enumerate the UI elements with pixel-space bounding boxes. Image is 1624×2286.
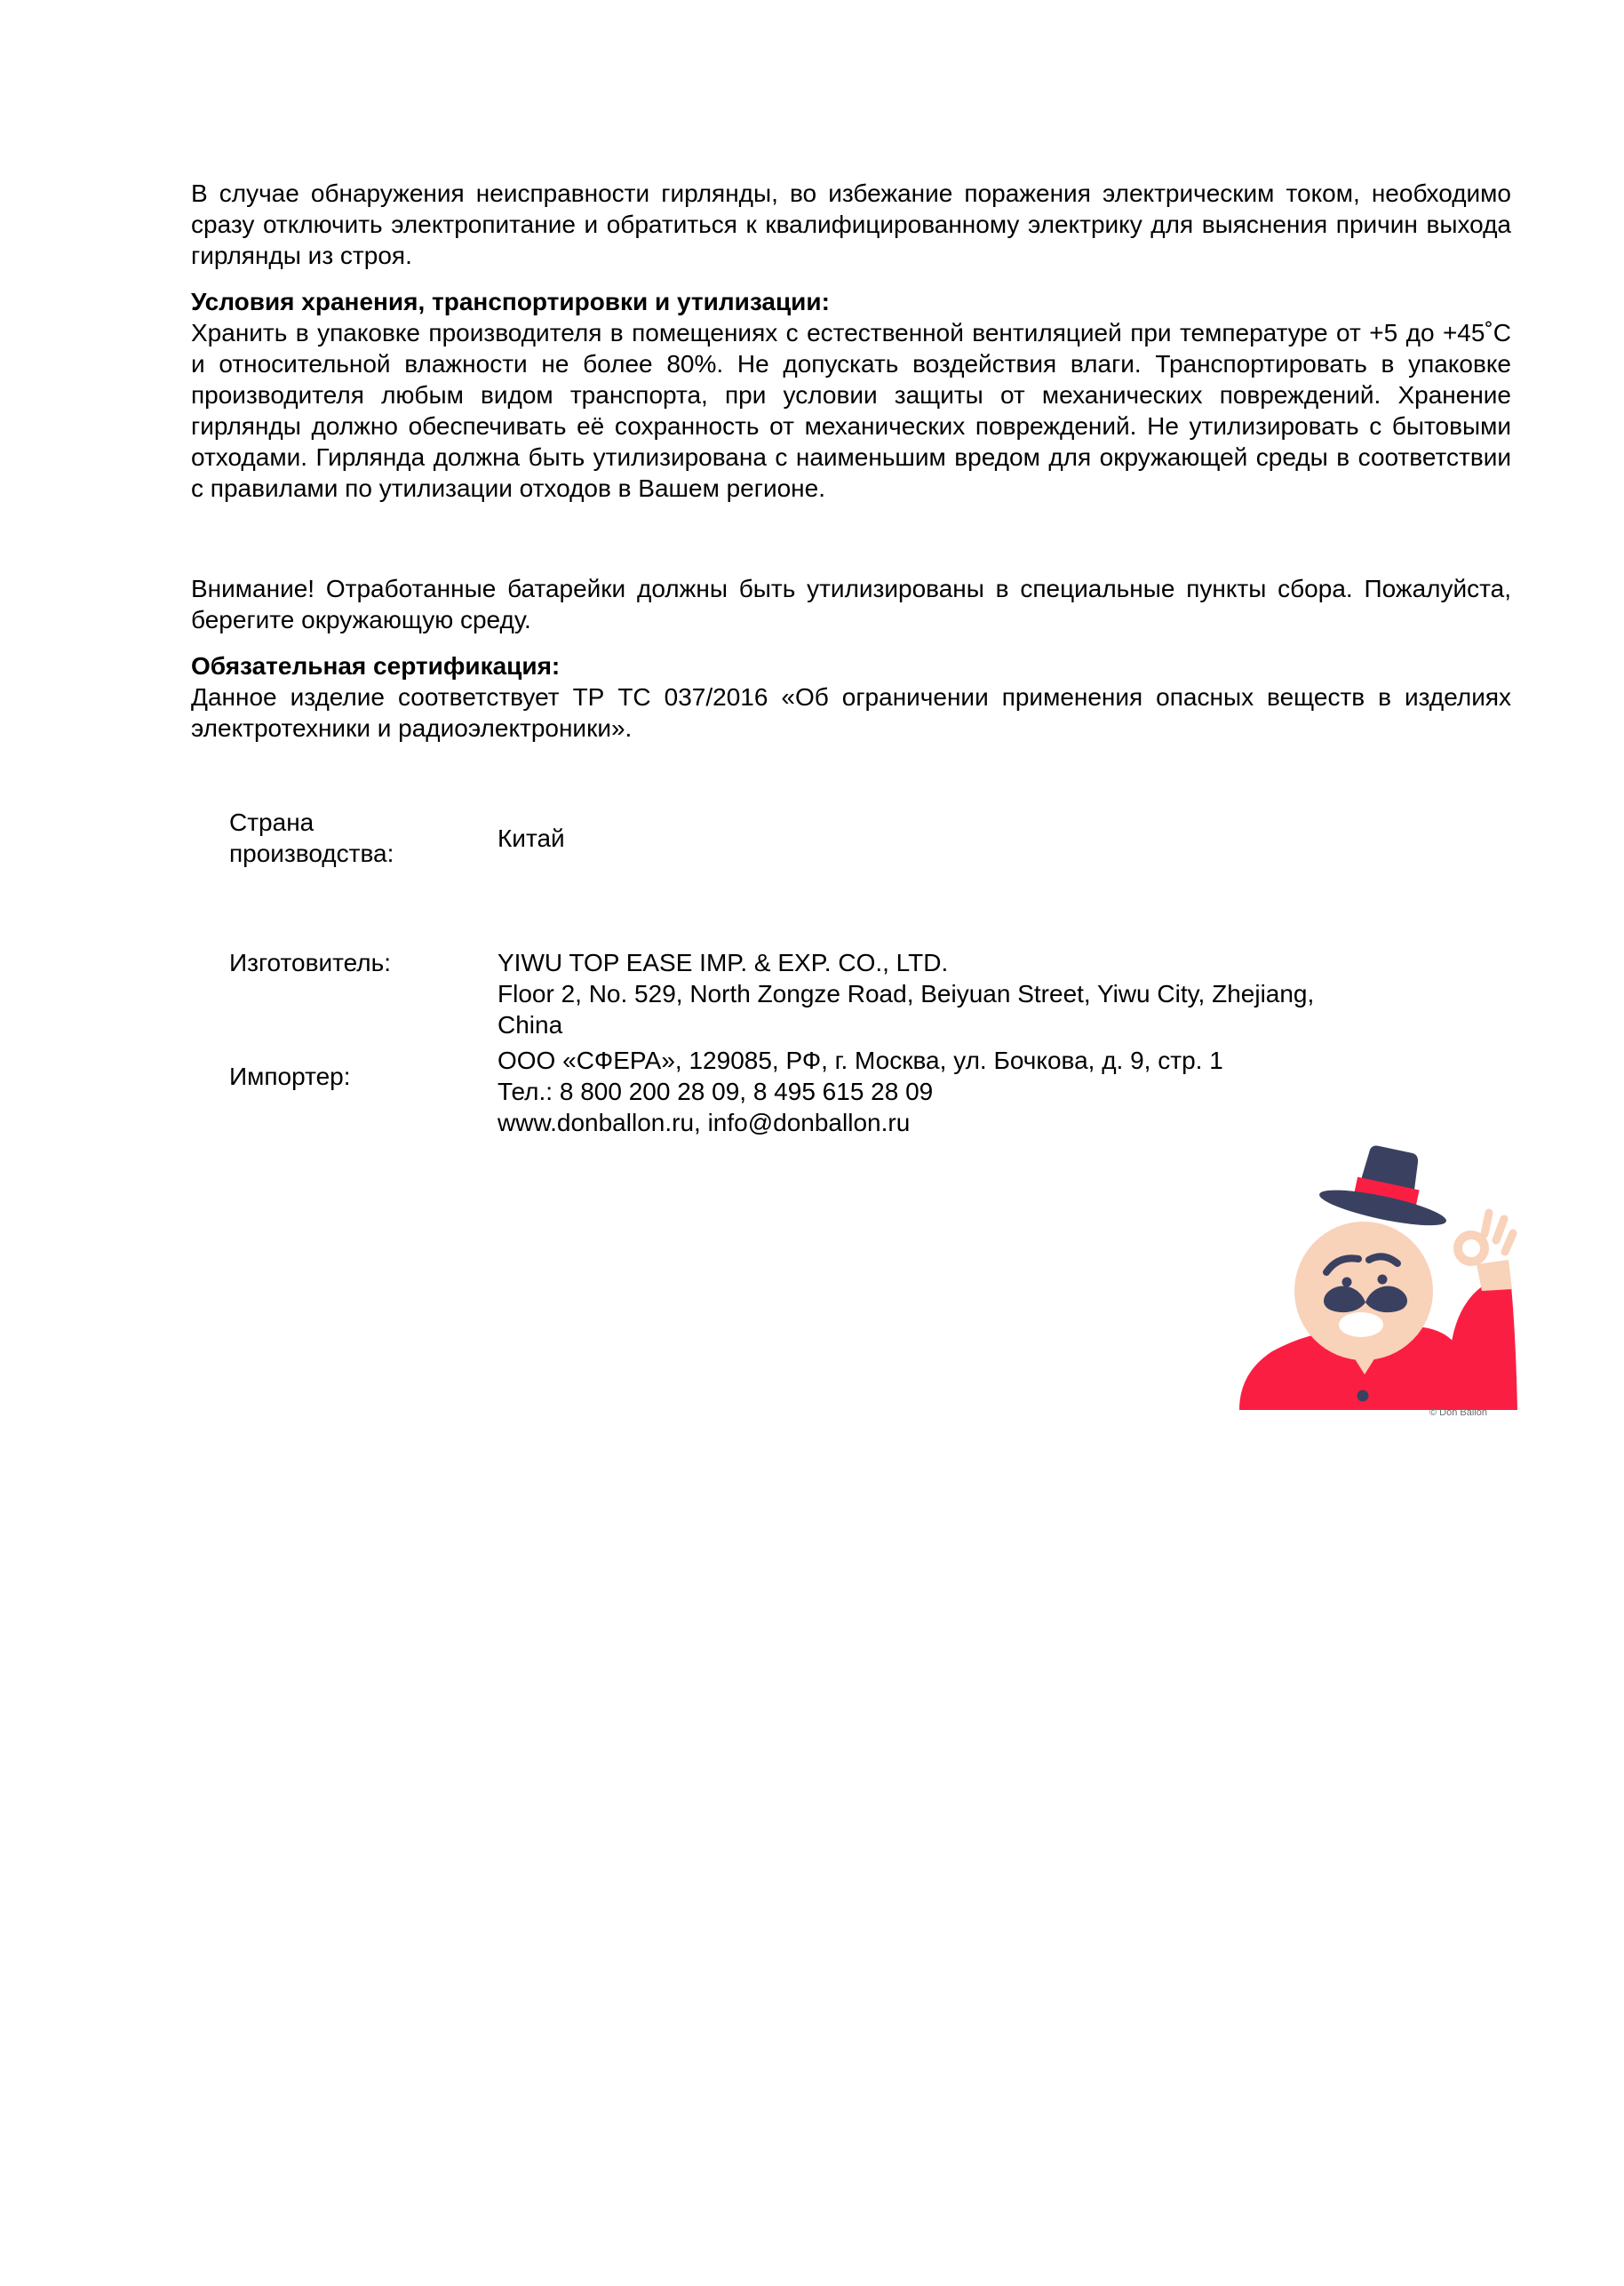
mascot-right-eye <box>1378 1275 1388 1285</box>
manufacturer-value <box>498 947 1350 1040</box>
mascot-finger <box>1496 1219 1504 1240</box>
mascot-top-hat-icon <box>1317 1142 1458 1232</box>
importer-value <box>498 1045 1350 1138</box>
mascot-copyright: © Don Ballon <box>1429 1407 1487 1418</box>
country-label: Страна производства: <box>229 808 394 867</box>
country-value: Китай <box>498 824 565 852</box>
manufacturer-address: Floor 2, No. 529, North Zongze Road, Beiyuan Street, Yiwu City, Zhejiang, China <box>498 980 1315 1039</box>
importer-company-address: ООО «СФЕРА», 129085, РФ, г. Москва, ул. Бочкова, д. 9, стр. 1 <box>498 1047 1223 1074</box>
storage-section <box>191 286 1511 504</box>
mascot-finger <box>1485 1213 1489 1234</box>
mascot-arm <box>1448 1277 1517 1410</box>
manufacturer-name: YIWU TOP EASE IMP. & EXP. CO., LTD. <box>498 949 949 976</box>
certification-section <box>191 650 1511 744</box>
mascot-mouth <box>1339 1312 1383 1337</box>
intro-paragraph: В случае обнаружения неисправности гирлянды, во избежание поражения электрическим током, необходимо сразу отключить электропитание и обратиться к квалифицированному электрику для выяснения причин выхода гирлянды из строя. <box>191 179 1511 269</box>
mascot-face <box>1294 1222 1433 1360</box>
mascot-left-eye <box>1342 1278 1352 1287</box>
manufacturer-label: Изготовитель: <box>229 949 391 976</box>
mascot-hand-wrist <box>1477 1260 1512 1291</box>
storage-body: Хранить в упаковке производителя в помещениях с естественной вентиляцией при температуре от +5 до +45˚С и относительной влажности не более 80%. Не допускать воздействия влаги. Транспортировать в упаковке производителя любым видом транспорта, при условии защиты от механических повреждений. Хранение гирлянды должно обеспечивать её сохранность от механических повреждений. Не утилизировать с бытовыми отходами. Гирлянда должна быть утилизирована с наименьшим вредом для окружающей среды в соответствии с правилами по утилизации отходов в Вашем регионе. <box>191 319 1511 502</box>
storage-heading: Условия хранения, транспортировки и утилизации: <box>191 288 830 315</box>
attention-paragraph: Внимание! Отработанные батарейки должны быть утилизированы в специальные пункты сбора. Пожалуйста, берегите окружающую среду. <box>191 575 1511 633</box>
importer-web-email: www.donballon.ru, info@donballon.ru <box>498 1109 911 1136</box>
importer-phones: Тел.: 8 800 200 28 09, 8 495 615 28 09 <box>498 1078 934 1105</box>
mascot-ok-ring <box>1458 1235 1485 1262</box>
don-ballon-mascot-icon <box>1226 1142 1528 1435</box>
certification-body: Данное изделие соответствует ТР ТС 037/2016 «Об ограничении применения опасных веществ в изделиях электротехники и радиоэлектроники». <box>191 683 1511 742</box>
certification-heading: Обязательная сертификация: <box>191 652 561 680</box>
importer-label: Импортер: <box>229 1063 351 1090</box>
mascot-finger <box>1505 1233 1513 1252</box>
mascot-button <box>1357 1390 1369 1402</box>
